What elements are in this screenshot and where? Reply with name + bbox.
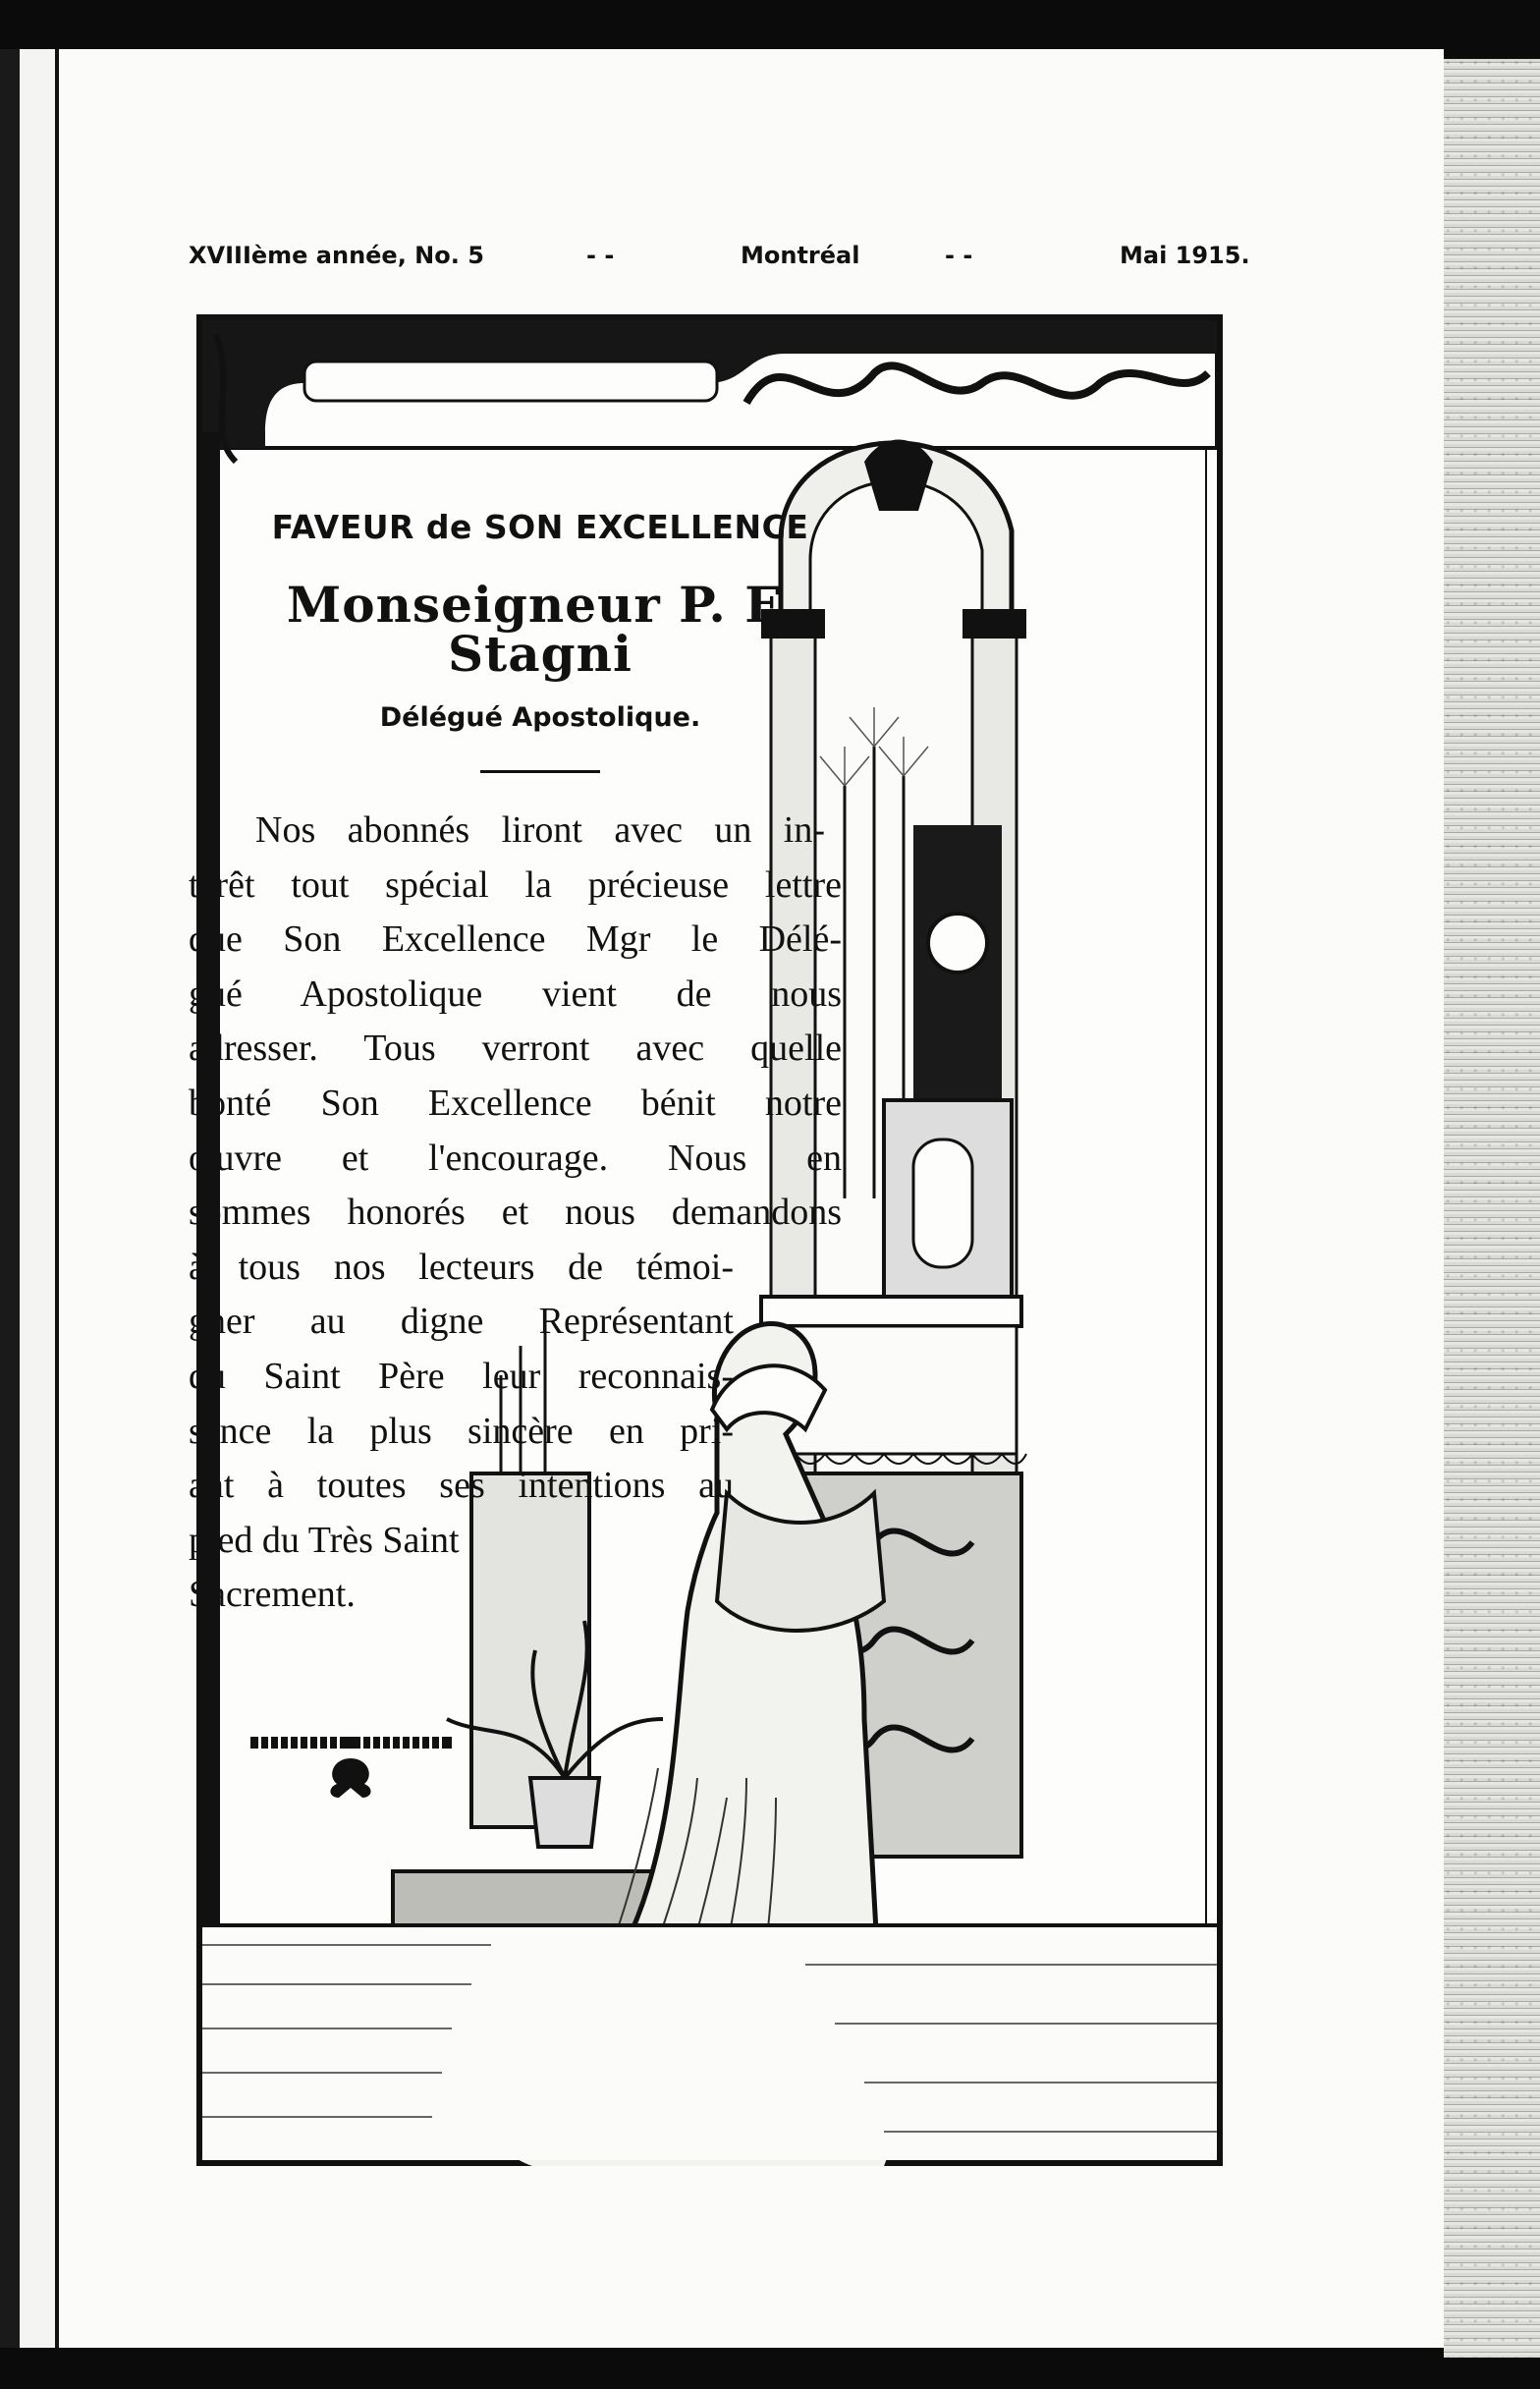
body-line: que Son Excellence Mgr le Délé- xyxy=(189,918,842,961)
header-dashes-right: - - xyxy=(945,242,973,269)
body-line: du Saint Père leur reconnais- xyxy=(189,1355,734,1397)
fleuron-ornament-icon xyxy=(250,1729,452,1798)
title-rule xyxy=(480,770,600,773)
body-line: ant à toutes ses intentions au xyxy=(189,1465,734,1507)
body-line: œuvre et l'encourage. Nous en xyxy=(189,1137,842,1179)
body-line: sance la plus sincère en pri- xyxy=(189,1410,734,1452)
article-title-block xyxy=(211,508,869,773)
body-line: Nos abonnés liront avec un in- xyxy=(255,809,825,851)
body-line: pied du Très Saint xyxy=(189,1519,460,1561)
body-line: à tous nos lecteurs de témoi- xyxy=(189,1246,734,1288)
header-date: Mai 1915. xyxy=(1120,242,1250,269)
body-line: térêt tout spécial la précieuse lettre xyxy=(189,863,842,906)
body-line: adresser. Tous verront avec quelle xyxy=(189,1028,842,1070)
binding-left xyxy=(0,49,59,2348)
article-office: Délégué Apostolique. xyxy=(379,702,701,733)
article-dignitary-name: Monseigneur P. F. Stagni xyxy=(286,576,795,683)
article-body xyxy=(189,804,856,1623)
header-city: Montréal xyxy=(741,242,860,269)
header-dashes-left: - - xyxy=(586,242,615,269)
volume-number: XVIIIème année, No. 5 xyxy=(189,242,484,269)
body-line: Sacrement. xyxy=(189,1574,356,1616)
body-line: gner au digne Représentant xyxy=(189,1301,734,1343)
page-edge-stack xyxy=(1444,59,1540,2358)
body-line: gué Apostolique vient de nous xyxy=(189,972,842,1015)
body-line: sommes honorés et nous demandons xyxy=(189,1192,842,1234)
article-heading: FAVEUR de SON EXCELLENCE xyxy=(271,508,809,546)
body-line: bonté Son Excellence bénit notre xyxy=(189,1082,842,1124)
running-header xyxy=(189,242,1249,281)
